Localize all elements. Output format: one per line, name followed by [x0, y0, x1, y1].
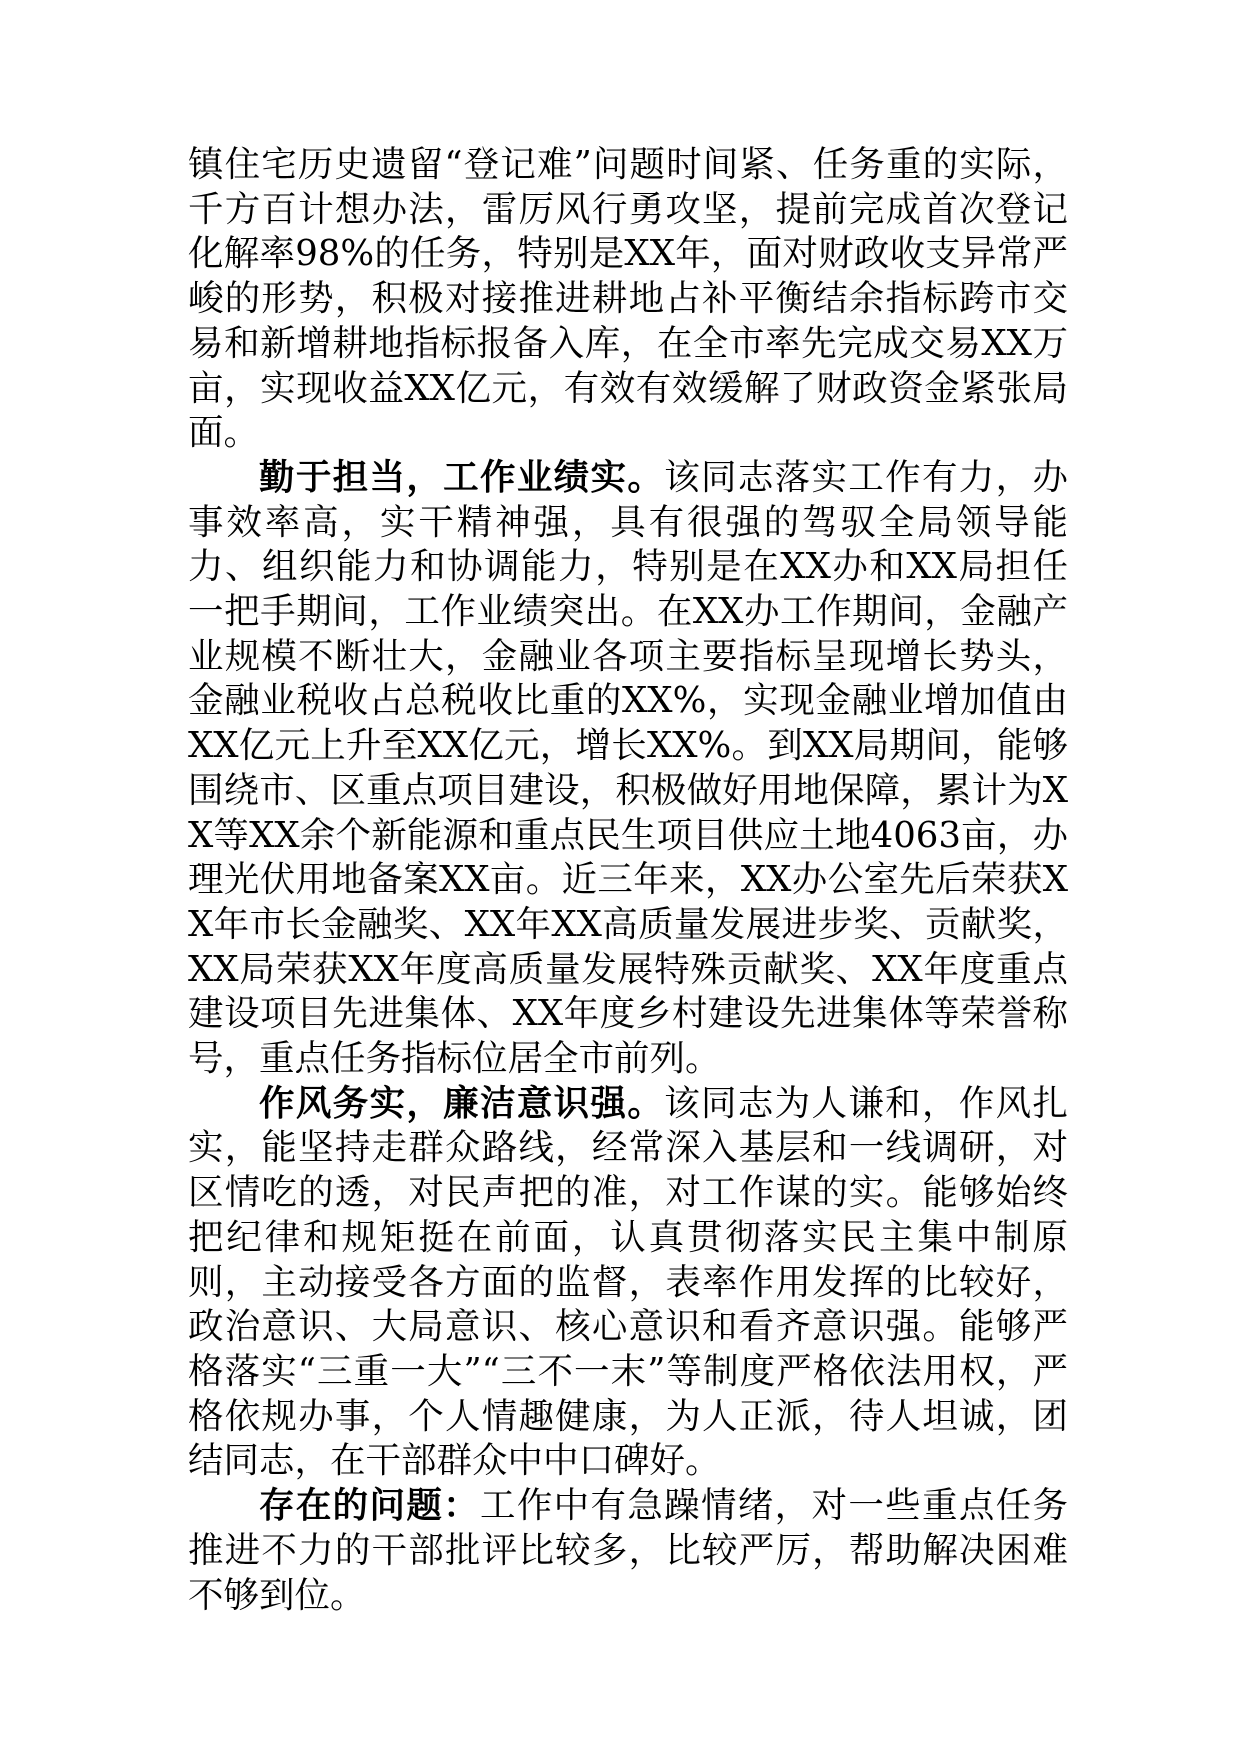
paragraph-heading: 作风务实，廉洁意识强。 [259, 1082, 665, 1124]
document-body [188, 143, 1068, 1618]
paragraph-heading: 勤于担当，工作业绩实。 [259, 456, 665, 498]
paragraph-integrity [188, 1082, 1068, 1484]
paragraph-performance [188, 456, 1068, 1082]
paragraph-heading: 存在的问题： [259, 1485, 480, 1527]
paragraph-text: 该同志落实工作有力，办事效率高，实干精神强，具有很强的驾驭全局领导能力、组织能力和协调能力，特别是在XX办和XX局担任一把手期间，工作业绩突出。在XX办工作期间，金融产业规模不断壮大，金融业各项主要指标呈现增长势头，金融业税收占总税收比重的XX%，实现金融业增加值由XX亿元上升至XX亿元，增长XX%。到XX局期间，能够围绕市、区重点项目建设，积极做好用地保障，累计为XX等XX余个新能源和重点民生项目供应土地4063亩，办理光伏用地备案XX亩。近三年来，XX办公室先后荣获XX年市长金融奖、XX年XX高质量发展进步奖、贡献奖，XX局荣获XX年度高质量发展特殊贡献奖、XX年度重点建设项目先进集体、XX年度乡村建设先进集体等荣誉称号，重点任务指标位居全市前列。 [188, 456, 1068, 1080]
paragraph-text: 工作中有急躁情绪，对一些重点任务推进不力的干部批评比较多，比较严厉，帮助解决困难不够到位。 [188, 1485, 1068, 1616]
paragraph-problems [188, 1484, 1068, 1618]
paragraph-continuation [188, 143, 1068, 456]
paragraph-text: 该同志为人谦和，作风扎实，能坚持走群众路线，经常深入基层和一线调研，对区情吃的透，对民声把的准，对工作谋的实。能够始终把纪律和规矩挺在前面，认真贯彻落实民主集中制原则，主动接受各方面的监督，表率作用发挥的比较好，政治意识、大局意识、核心意识和看齐意识强。能够严格落实“三重一大”“三不一末”等制度严格依法用权，严格依规办事，个人情趣健康，为人正派，待人坦诚，团结同志，在干部群众中中口碑好。 [188, 1082, 1068, 1482]
paragraph-text: 镇住宅历史遗留“登记难”问题时间紧、任务重的实际，千方百计想办法，雷厉风行勇攻坚，提前完成首次登记化解率98%的任务，特别是XX年，面对财政收支异常严峻的形势，积极对接推进耕地占补平衡结余指标跨市交易和新增耕地指标报备入库，在全市率先完成交易XX万亩，实现收益XX亿元，有效有效缓解了财政资金紧张局面。 [188, 144, 1068, 454]
